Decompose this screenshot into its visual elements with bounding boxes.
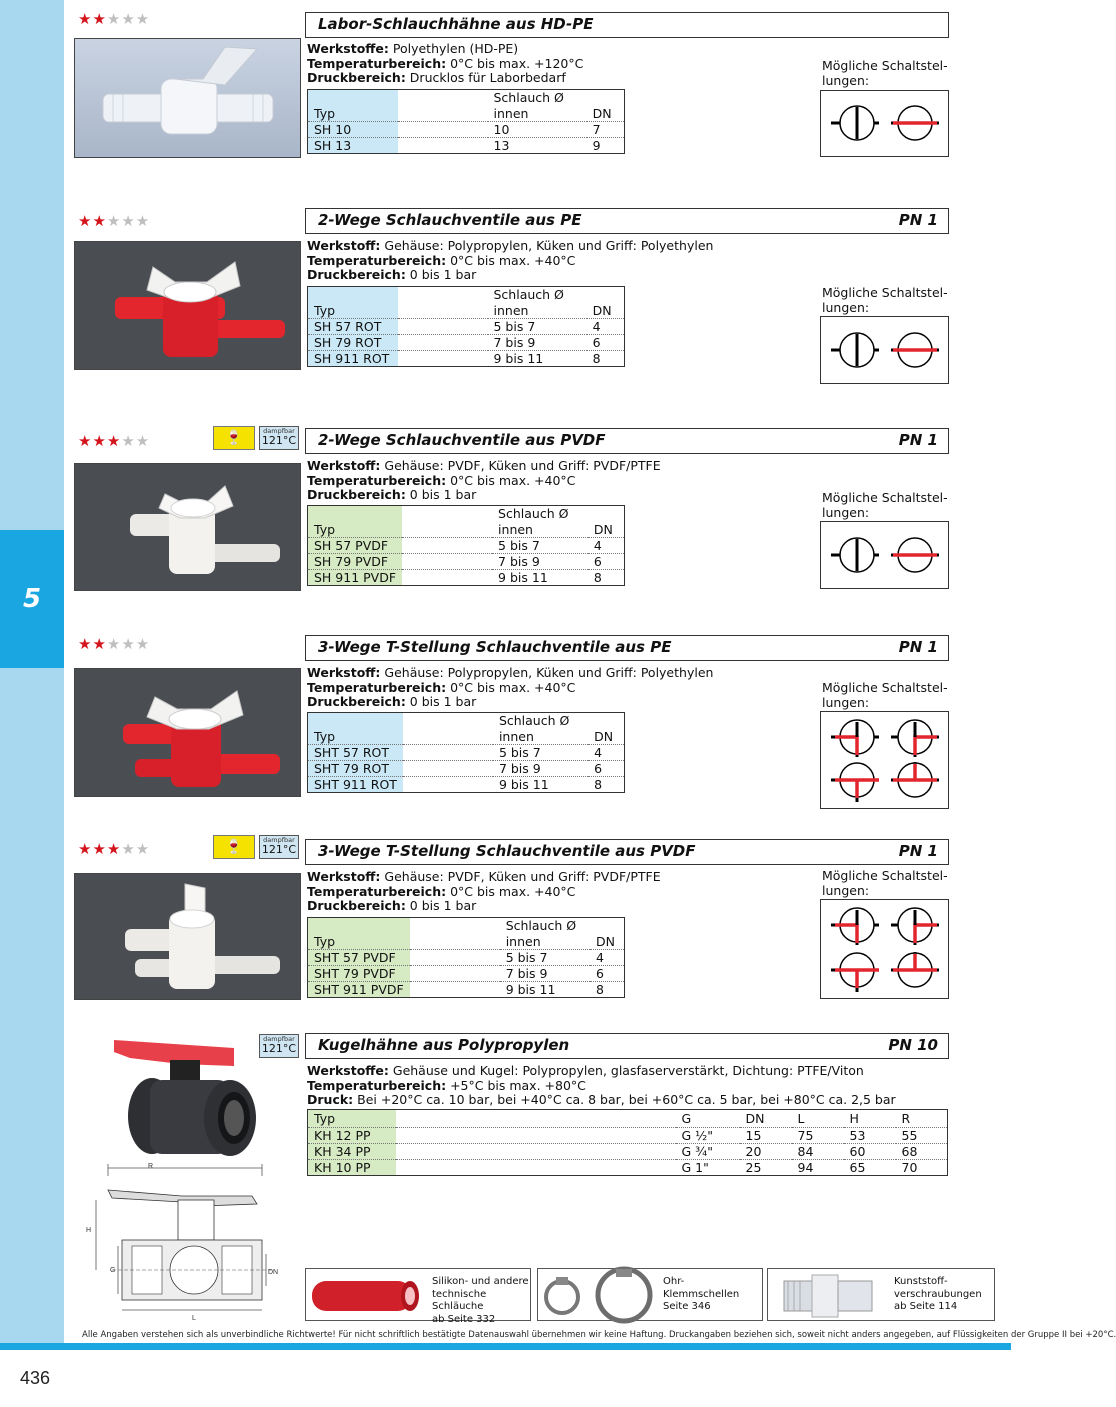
spec-block: Werkstoffe: Gehäuse und Kugel: Polypropylen, glasfaserverstärkt, Dichtung: PTFE/Viton Temperaturbereich: +5°C bis max. +80°C Druck: Bei +20°C ca. 10 bar, bei +40°C ca. 8 bar, bei +60°C ca. 5 bar, bei +80°C ca. 2,5 bar bbox=[307, 1063, 896, 1108]
section-title-bar bbox=[305, 839, 949, 865]
rating-stars: ★★★★★ bbox=[78, 635, 151, 653]
switch-positions-label: Mögliche Schaltstel- lungen: bbox=[822, 868, 948, 898]
product-table: Schlauch Ø Typ innen DN SH 57 PVDF 5 bis 7 4 SH 79 PVDF 7 bis 9 6 SH 911 PVDF 9 bis 11 8 bbox=[307, 505, 625, 586]
switch-positions-label: Mögliche Schaltstel- lungen: bbox=[822, 490, 948, 520]
product-photo bbox=[74, 873, 301, 1000]
section-title: 2-Wege Schlauchventile aus PVDF bbox=[318, 431, 606, 449]
switch-positions-label: Mögliche Schaltstel- lungen: bbox=[822, 285, 948, 315]
dim-g-label: G bbox=[110, 1267, 116, 1274]
chapter-number: 5 bbox=[22, 584, 42, 614]
spec-block: Werkstoff: Gehäuse: PVDF, Küken und Griff: PVDF/PTFE Temperaturbereich: 0°C bis max. +40°C Druckbereich: 0 bis 1 bar bbox=[307, 458, 661, 503]
product-table: Schlauch Ø Typ innen DN SH 10 10 7 SH 13 13 9 bbox=[307, 89, 625, 154]
rating-stars: ★★★★★ bbox=[78, 432, 151, 450]
spec-block: Werkstoff: Gehäuse: PVDF, Küken und Griff: PVDF/PTFE Temperaturbereich: 0°C bis max. +40°C Druckbereich: 0 bis 1 bar bbox=[307, 869, 661, 914]
table-row: SH 10 10 7 bbox=[308, 122, 625, 138]
dim-l-label: L bbox=[192, 1315, 196, 1322]
section-title-bar bbox=[305, 1033, 949, 1059]
switch-positions-diagram bbox=[820, 316, 949, 384]
section-title-bar bbox=[305, 428, 949, 454]
crossref-clamps[interactable]: Ohr- Klemmschellen Seite 346 bbox=[537, 1268, 763, 1321]
chapter-tab[interactable] bbox=[0, 530, 64, 668]
table-row: SHT 911 ROT 9 bis 11 8 bbox=[308, 777, 625, 793]
table-row: SHT 79 ROT 7 bis 9 6 bbox=[308, 761, 625, 777]
table-row: KH 10 PP G 1" 25 94 65 70 bbox=[308, 1160, 948, 1176]
steam-sterilizable-badge: dampfbar 121°C bbox=[259, 1034, 299, 1058]
section-title: Labor-Schlauchhähne aus HD-PE bbox=[318, 15, 594, 33]
bottom-bar bbox=[0, 1343, 1011, 1350]
crossref-hoses[interactable]: Silikon- und andere technische Schläuche ab Seite 332 bbox=[305, 1268, 531, 1321]
table-row: SH 79 ROT 7 bis 9 6 bbox=[308, 335, 625, 351]
table-row: SHT 79 PVDF 7 bis 9 6 bbox=[308, 966, 625, 982]
table-row: SH 57 PVDF 5 bis 7 4 bbox=[308, 538, 625, 554]
rating-stars: ★★★★★ bbox=[78, 212, 151, 230]
spec-block: Werkstoff: Gehäuse: Polypropylen, Küken und Griff: Polyethylen Temperaturbereich: 0°C bis max. +40°C Druckbereich: 0 bis 1 bar bbox=[307, 238, 714, 283]
section-title: 3-Wege T-Stellung Schlauchventile aus PVDF bbox=[318, 842, 696, 860]
red-hose-image bbox=[310, 1275, 428, 1317]
rating-stars: ★★★★★ bbox=[78, 840, 151, 858]
glass-fork-icon: 🍷 bbox=[225, 430, 243, 446]
ball-valve-photo bbox=[110, 1036, 270, 1162]
table-row: KH 34 PP G ¾" 20 84 60 68 bbox=[308, 1144, 948, 1160]
table-row: SH 57 ROT 5 bis 7 4 bbox=[308, 319, 625, 335]
rating-stars: ★★★★★ bbox=[78, 10, 151, 28]
ball-valve-table: Typ G DN L H R KH 12 PP G ½" 15 75 53 55 KH 34 PP G ¾" 20 84 60 68 KH 10 PP G 1" 25 94 65 70 bbox=[307, 1109, 948, 1176]
spec-block: Werkstoffe: Polyethylen (HD-PE) Temperaturbereich: 0°C bis max. +120°C Druckbereich: Drucklos für Laborbedarf bbox=[307, 41, 584, 86]
dim-r-label: R bbox=[148, 1163, 154, 1170]
section-title-bar bbox=[305, 635, 949, 661]
plastic-fitting-image bbox=[774, 1271, 884, 1321]
steam-sterilizable-badge: dampfbar 121°C bbox=[259, 835, 299, 859]
switch-positions-diagram bbox=[820, 899, 949, 999]
switch-positions-diagram bbox=[820, 90, 949, 157]
steam-sterilizable-badge: dampfbar 121°C bbox=[259, 426, 299, 450]
section-title-bar bbox=[305, 12, 949, 38]
table-row: SH 911 PVDF 9 bis 11 8 bbox=[308, 570, 625, 586]
food-safe-badge bbox=[213, 426, 255, 450]
glass-fork-icon: 🍷 bbox=[225, 839, 243, 855]
table-row: SHT 911 PVDF 9 bis 11 8 bbox=[308, 982, 625, 998]
section-title-bar bbox=[305, 208, 949, 234]
product-photo bbox=[74, 668, 301, 797]
sidebar-strip bbox=[0, 0, 64, 1343]
dim-h-label: H bbox=[86, 1227, 92, 1234]
page-number: 436 bbox=[20, 1368, 51, 1388]
section-title: Kugelhähne aus Polypropylen bbox=[318, 1036, 570, 1054]
table-row: SH 13 13 9 bbox=[308, 138, 625, 154]
product-table: Schlauch Ø Typ innen DN SHT 57 ROT 5 bis 7 4 SHT 79 ROT 7 bis 9 6 SHT 911 ROT 9 bis 11 8 bbox=[307, 712, 625, 793]
footer-disclaimer: Alle Angaben verstehen sich als unverbindliche Richtwerte! Für nicht schriftlich bestätigte Datenauswahl übernehmen wir keine Haftung. Druckangaben beziehen sich, soweit nicht anders angegeben, auf Flüssigkeiten der Gruppe II bei +20°C. bbox=[82, 1330, 1116, 1340]
table-row: SHT 57 PVDF 5 bis 7 4 bbox=[308, 950, 625, 966]
switch-positions-label: Mögliche Schaltstel- lungen: bbox=[822, 680, 948, 710]
pressure-rating: PN 10 bbox=[888, 1036, 938, 1054]
table-row: SHT 57 ROT 5 bis 7 4 bbox=[308, 745, 625, 761]
table-row: SH 79 PVDF 7 bis 9 6 bbox=[308, 554, 625, 570]
switch-positions-label: Mögliche Schaltstel- lungen: bbox=[822, 58, 948, 88]
section-title: 3-Wege T-Stellung Schlauchventile aus PE bbox=[318, 638, 672, 656]
ball-valve-drawing bbox=[82, 1160, 282, 1322]
ear-clamp-image bbox=[540, 1269, 658, 1321]
dim-dn-label: DN bbox=[268, 1269, 279, 1276]
switch-positions-diagram bbox=[820, 711, 949, 809]
pressure-rating: PN 1 bbox=[898, 842, 938, 860]
table-row: KH 12 PP G ½" 15 75 53 55 bbox=[308, 1128, 948, 1144]
pressure-rating: PN 1 bbox=[898, 638, 938, 656]
section-title: 2-Wege Schlauchventile aus PE bbox=[318, 211, 582, 229]
product-photo bbox=[74, 38, 301, 158]
switch-positions-diagram bbox=[820, 521, 949, 589]
product-photo bbox=[74, 241, 301, 370]
pressure-rating: PN 1 bbox=[898, 431, 938, 449]
pressure-rating: PN 1 bbox=[898, 211, 938, 229]
product-table: Schlauch Ø Typ innen DN SH 57 ROT 5 bis 7 4 SH 79 ROT 7 bis 9 6 SH 911 ROT 9 bis 11 8 bbox=[307, 286, 625, 367]
product-photo bbox=[74, 463, 301, 591]
spec-block: Werkstoff: Gehäuse: Polypropylen, Küken und Griff: Polyethylen Temperaturbereich: 0°C bis max. +40°C Druckbereich: 0 bis 1 bar bbox=[307, 665, 714, 710]
food-safe-badge bbox=[213, 835, 255, 859]
product-table: Schlauch Ø Typ innen DN SHT 57 PVDF 5 bis 7 4 SHT 79 PVDF 7 bis 9 6 SHT 911 PVDF 9 bis 11 8 bbox=[307, 917, 625, 998]
table-row: SH 911 ROT 9 bis 11 8 bbox=[308, 351, 625, 367]
crossref-fittings[interactable]: Kunststoff- verschraubungen ab Seite 114 bbox=[767, 1268, 995, 1321]
